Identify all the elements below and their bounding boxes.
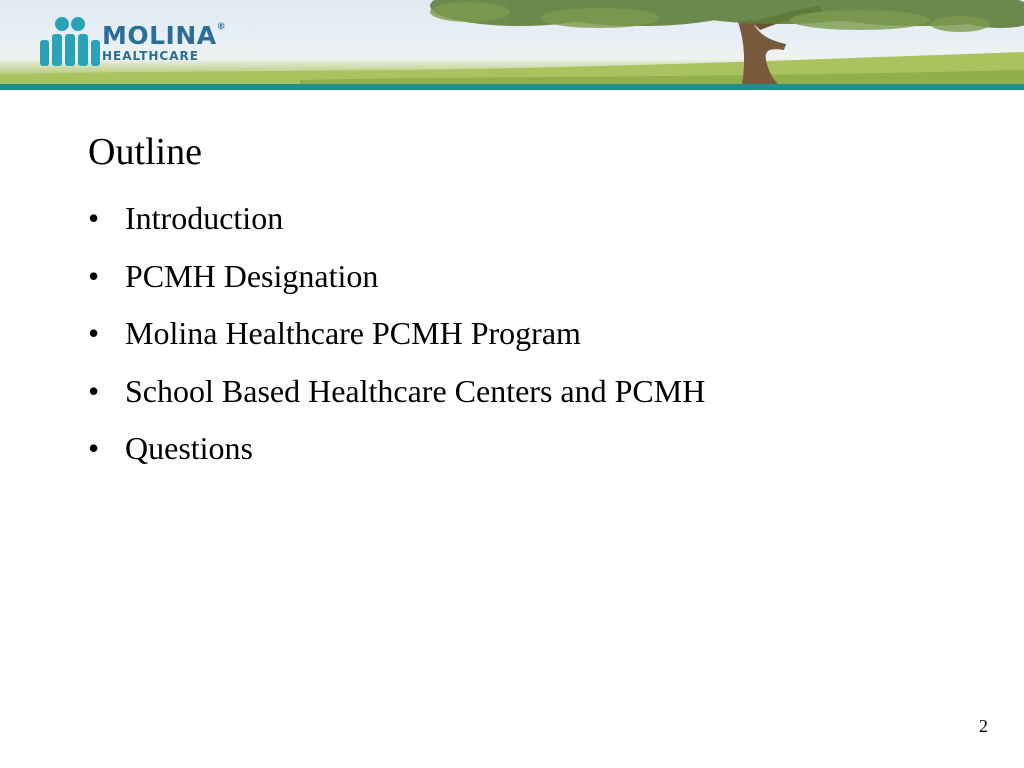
list-item xyxy=(88,369,705,427)
bullet-icon: • xyxy=(88,315,100,351)
logo-subtitle: HEALTHCARE xyxy=(102,48,199,63)
list-item xyxy=(88,311,705,369)
slide-title: Outline xyxy=(88,131,202,173)
bullet-icon: • xyxy=(88,372,100,409)
page-number: 2 xyxy=(979,716,988,736)
bullet-text: School Based Healthcare Centers and PCMH xyxy=(125,372,706,409)
bullet-text: PCMH Designation xyxy=(125,257,379,294)
bullet-icon: • xyxy=(88,430,100,466)
trademark-symbol: ® xyxy=(216,21,227,32)
list-item xyxy=(88,426,705,484)
logo-wordmark: MOLINA® xyxy=(102,20,227,50)
molina-logo xyxy=(38,14,226,70)
molina-people-logo-icon xyxy=(38,14,100,70)
header-banner xyxy=(0,0,1024,84)
bullet-icon: • xyxy=(88,200,100,236)
bullet-list xyxy=(88,196,705,484)
bullet-text: Molina Healthcare PCMH Program xyxy=(125,315,581,351)
bullet-text: Questions xyxy=(125,430,253,466)
bullet-text: Introduction xyxy=(125,200,284,236)
list-item xyxy=(88,196,705,254)
list-item xyxy=(88,254,705,312)
bullet-icon: • xyxy=(88,257,100,294)
header-divider xyxy=(0,84,1024,90)
